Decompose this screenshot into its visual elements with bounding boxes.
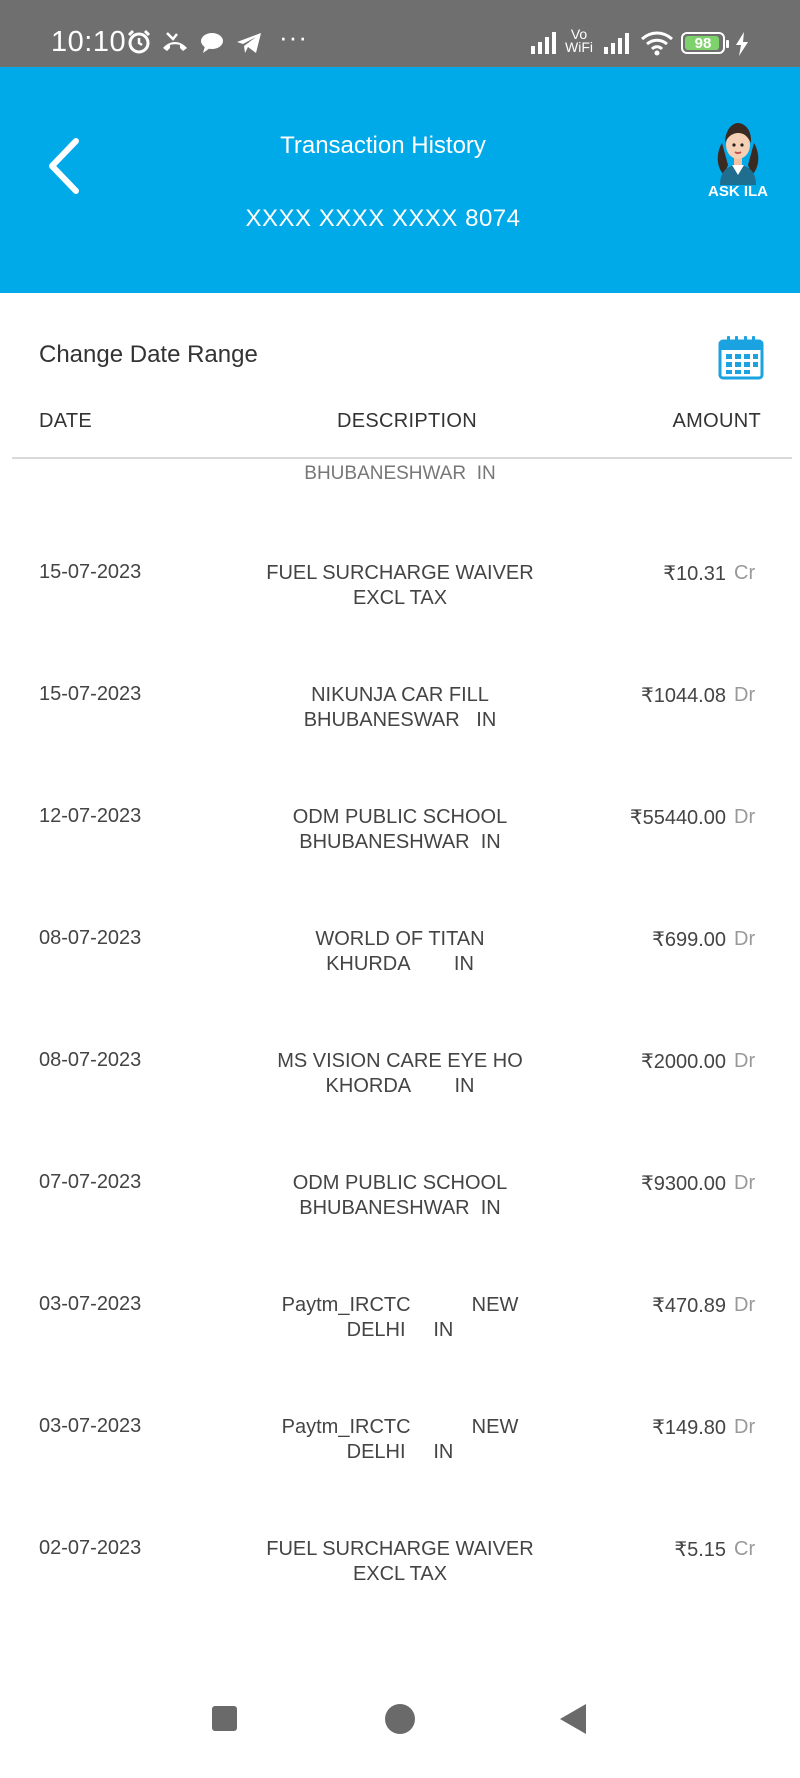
transaction-type: Dr — [734, 928, 756, 950]
signal-icon — [530, 30, 560, 56]
transaction-row[interactable] — [0, 1415, 800, 1537]
transaction-description: NIKUNJA CAR FILL BHUBANESWAR IN — [303, 684, 497, 731]
transaction-date: 12-07-2023 — [39, 805, 142, 827]
column-header-amount: AMOUNT — [672, 410, 761, 432]
page-title: Transaction History — [280, 132, 486, 159]
transaction-row[interactable] — [0, 927, 800, 1049]
transaction-amount: ₹55440.00 — [629, 807, 726, 829]
ask-ila-label: ASK ILA — [708, 183, 768, 200]
wifi-icon — [640, 30, 674, 56]
card-number: XXXX XXXX XXXX 8074 — [245, 205, 521, 232]
transaction-description: WORLD OF TITAN KHURDA IN — [315, 928, 485, 975]
transaction-type: Cr — [734, 1538, 756, 1560]
transaction-amount: ₹10.31 — [663, 563, 726, 585]
transaction-row[interactable] — [0, 1049, 800, 1171]
transaction-description: MS VISION CARE EYE HO KHORDA IN — [277, 1050, 523, 1097]
transaction-amount: ₹470.89 — [652, 1295, 726, 1317]
alarm-icon — [126, 29, 152, 55]
change-date-range[interactable]: Change Date Range — [39, 341, 258, 368]
transaction-amount: ₹9300.00 — [640, 1173, 726, 1195]
transaction-date: 03-07-2023 — [39, 1293, 142, 1315]
transaction-date: 03-07-2023 — [39, 1415, 142, 1437]
transaction-type: Dr — [734, 806, 756, 828]
transaction-description: Paytm_IRCTC NEW DELHI IN — [281, 1294, 519, 1341]
transaction-description: Paytm_IRCTC NEW DELHI IN — [281, 1416, 519, 1463]
transaction-type: Dr — [734, 1416, 756, 1438]
partial-row-description: BHUBANESHWAR IN — [304, 463, 496, 484]
transaction-row[interactable] — [0, 1293, 800, 1415]
transaction-row[interactable] — [0, 561, 800, 683]
system-nav-bar — [0, 1654, 800, 1778]
transaction-description: ODM PUBLIC SCHOOL BHUBANESHWAR IN — [292, 806, 508, 853]
transaction-row[interactable] — [0, 805, 800, 927]
transaction-date: 15-07-2023 — [39, 561, 142, 583]
status-time: 10:10 — [51, 26, 127, 58]
transaction-type: Dr — [734, 684, 756, 706]
vowifi-label: Vo WiFi — [565, 26, 593, 55]
column-header-date: DATE — [39, 410, 93, 432]
transaction-type: Dr — [734, 1172, 756, 1194]
transaction-type: Dr — [734, 1050, 756, 1072]
battery-level: 98 — [694, 35, 712, 52]
transaction-amount: ₹1044.08 — [640, 685, 726, 707]
column-header-description: DESCRIPTION — [337, 410, 477, 432]
more-notifications: ··· — [279, 22, 308, 52]
system-back-button[interactable] — [560, 1704, 586, 1734]
transaction-list[interactable] — [0, 459, 800, 1654]
recents-button[interactable] — [212, 1706, 237, 1731]
transaction-type: Cr — [734, 562, 756, 584]
status-bar — [0, 0, 800, 67]
assistant-avatar-icon — [700, 113, 776, 185]
transaction-date: 15-07-2023 — [39, 683, 142, 705]
calendar-icon[interactable] — [718, 334, 764, 380]
transaction-description: FUEL SURCHARGE WAIVER EXCL TAX — [266, 1538, 534, 1585]
transaction-date: 07-07-2023 — [39, 1171, 142, 1193]
back-arrow-icon[interactable] — [42, 135, 90, 197]
app-header — [0, 67, 800, 293]
battery-icon — [681, 32, 725, 54]
transaction-row[interactable] — [0, 683, 800, 805]
transaction-date: 02-07-2023 — [39, 1537, 142, 1559]
chat-icon — [199, 31, 225, 55]
missed-call-icon — [161, 30, 189, 54]
transaction-amount: ₹699.00 — [652, 929, 726, 951]
signal-icon — [603, 32, 631, 56]
transaction-date: 08-07-2023 — [39, 1049, 142, 1071]
home-button[interactable] — [385, 1704, 415, 1734]
ask-ila-button[interactable] — [700, 113, 776, 203]
transaction-row[interactable] — [0, 1171, 800, 1293]
transaction-description: FUEL SURCHARGE WAIVER EXCL TAX — [266, 562, 534, 609]
transaction-amount: ₹5.15 — [674, 1539, 726, 1561]
telegram-icon — [235, 31, 263, 55]
transaction-amount: ₹149.80 — [652, 1417, 726, 1439]
transaction-description: ODM PUBLIC SCHOOL BHUBANESHWAR IN — [292, 1172, 508, 1219]
charging-icon — [734, 31, 750, 57]
transaction-amount: ₹2000.00 — [640, 1051, 726, 1073]
transaction-row[interactable] — [0, 1537, 800, 1654]
transaction-date: 08-07-2023 — [39, 927, 142, 949]
transaction-type: Dr — [734, 1294, 756, 1316]
